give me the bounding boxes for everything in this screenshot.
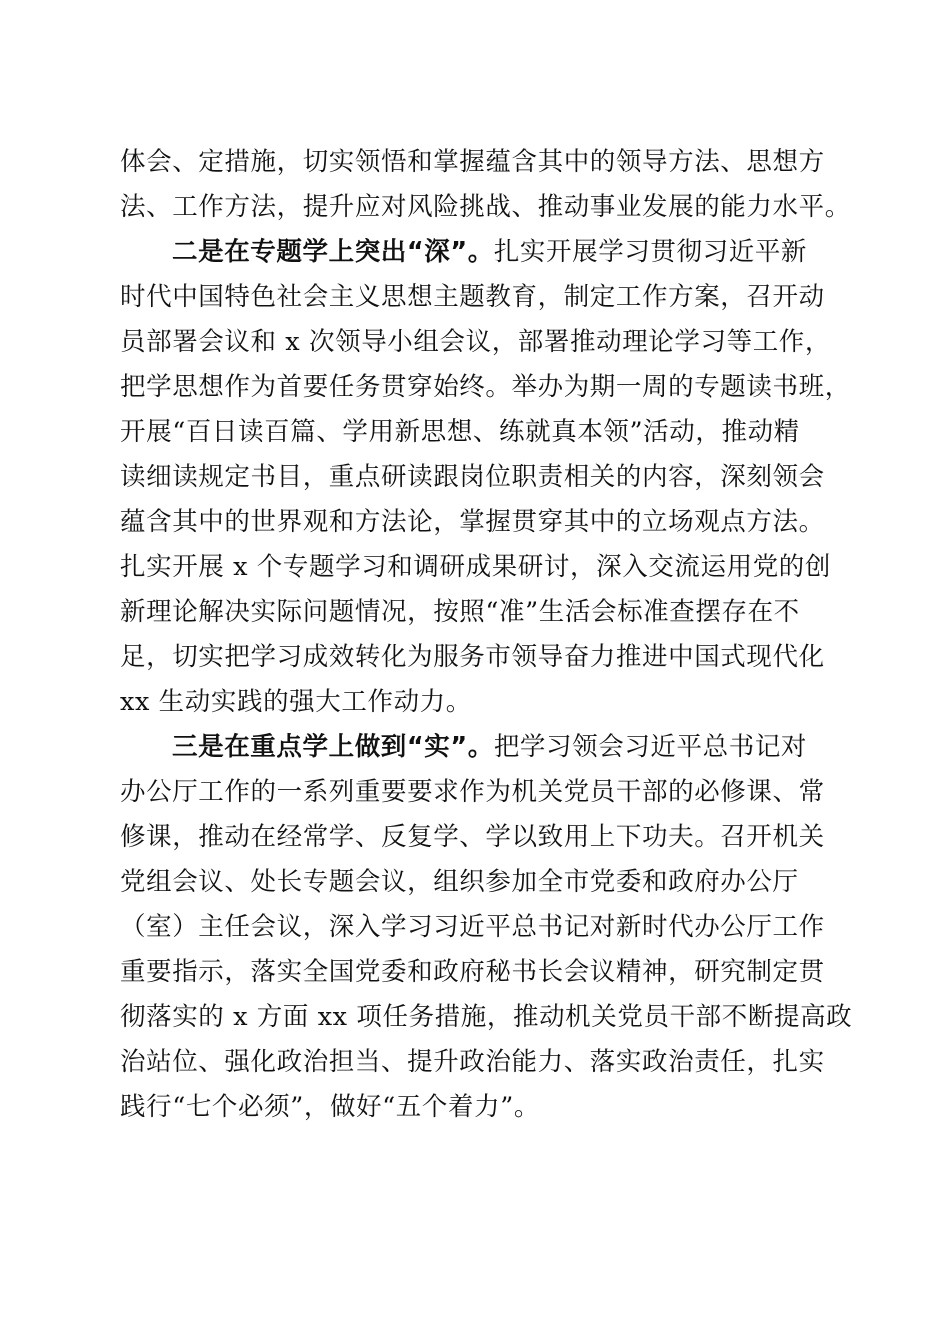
text-line: [120, 725, 828, 770]
text-line: 法、工作方法，提升应对风险挑战、推动事业发展的能力水平。: [120, 192, 851, 222]
text-line: 党组会议、处长专题会议，组织参加全市党委和政府办公厅: [120, 867, 799, 897]
text-line: xx 生动实践的强大工作动力。: [120, 687, 472, 717]
text-line: 修课，推动在经常学、反复学、学以致用上下功夫。召开机关: [120, 822, 825, 852]
text-line: 体会、定措施，切实领悟和掌握蕴含其中的领导方法、思想方: [120, 147, 825, 177]
text-line: 读细读规定书目，重点研读跟岗位职责相关的内容，深刻领会: [120, 462, 825, 492]
text-line: 践行“七个必须”，做好“五个着力”。: [120, 1092, 540, 1122]
text-line: [120, 230, 828, 275]
text-line: 新理论解决实际问题情况，按照“准”生活会标准查摆存在不: [120, 597, 800, 627]
text-segment: 扎实开展学习贯彻习近平新: [493, 237, 808, 267]
text-line: 把学思想作为首要任务贯穿始终。举办为期一周的专题读书班，: [120, 372, 851, 402]
text-segment: 把学习领会习近平总书记对: [493, 732, 808, 762]
paragraph-1: [120, 140, 851, 230]
text-line: （室）主任会议，深入学习习近平总书记对新时代办公厅工作: [120, 912, 825, 942]
text-line: 扎实开展 x 个专题学习和调研成果研讨，深入交流运用党的创: [120, 552, 831, 582]
text-line: 员部署会议和 x 次领导小组会议，部署推动理论学习等工作，: [120, 327, 831, 357]
text-line: 足，切实把学习成效转化为服务市领导奋力推进中国式现代化: [120, 642, 825, 672]
text-line: 蕴含其中的世界观和方法论，掌握贯穿其中的立场观点方法。: [120, 507, 825, 537]
paragraph-3: [120, 725, 853, 1130]
text-line: 治站位、强化政治担当、提升政治能力、落实政治责任，扎实: [120, 1047, 825, 1077]
text-line: 重要指示，落实全国党委和政府秘书长会议精神，研究制定贯: [120, 957, 825, 987]
paragraph-2: [120, 230, 851, 725]
paragraph-lead: 二是在专题学上突出“深”。: [172, 237, 494, 267]
paragraph-lead: 三是在重点学上做到“实”。: [172, 732, 494, 762]
text-line: 开展“百日读百篇、学用新思想、练就真本领”活动，推动精: [120, 417, 800, 447]
text-line: 彻落实的 x 方面 xx 项任务措施，推动机关党员干部不断提高政: [120, 1002, 853, 1032]
text-line: 时代中国特色社会主义思想主题教育，制定工作方案，召开动: [120, 282, 825, 312]
document-body: [120, 140, 853, 1130]
text-line: 办公厅工作的一系列重要要求作为机关党员干部的必修课、常: [120, 777, 825, 807]
